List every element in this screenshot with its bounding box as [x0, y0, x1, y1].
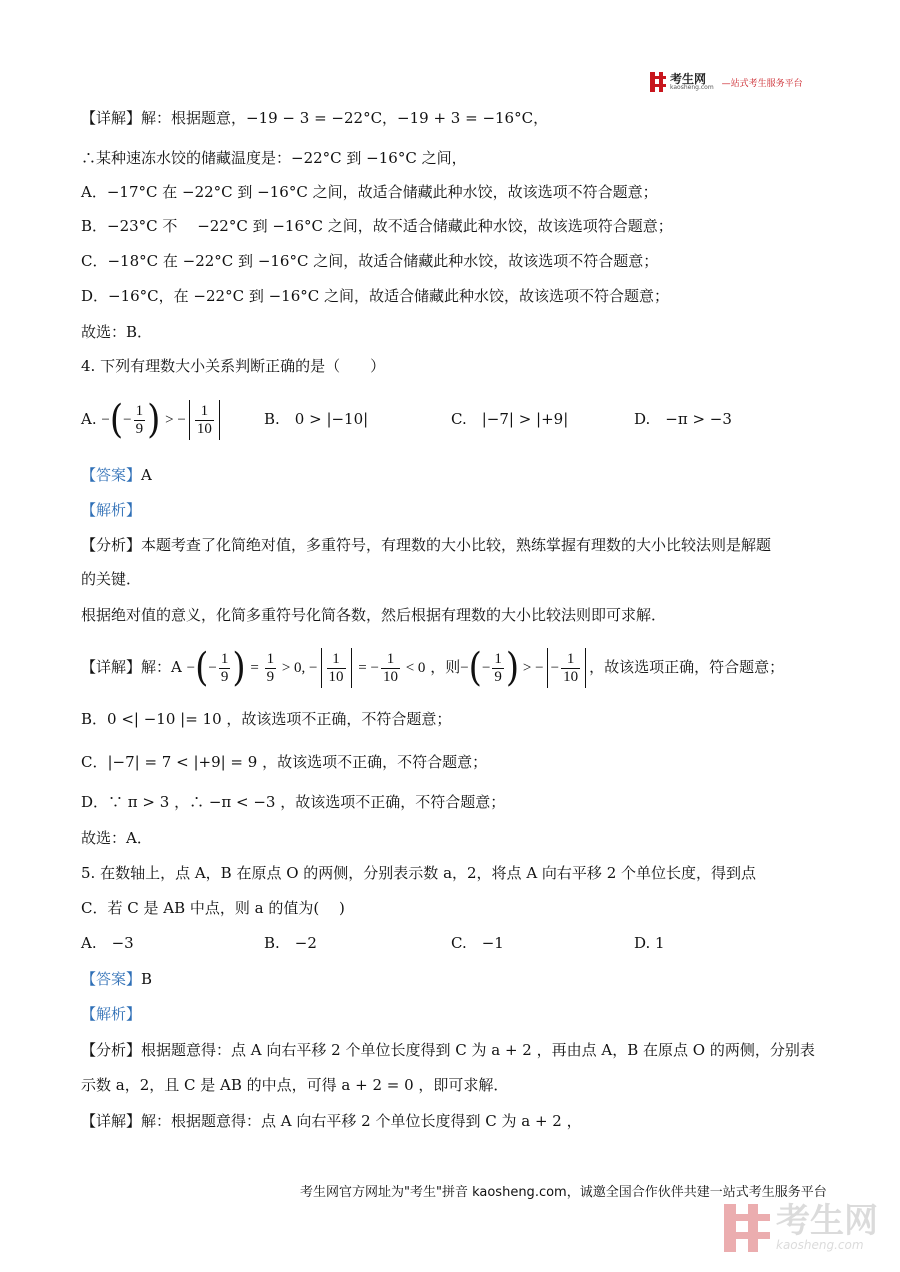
- answer-tag: 【答案】: [81, 970, 142, 988]
- answer-value: A: [141, 466, 152, 484]
- header-logo: [650, 72, 803, 92]
- watermark-logo-icon: [724, 1204, 770, 1252]
- q4-detail-b: B．0 <| −10 |= 10 ，故该选项不正确，不符合题意；: [81, 710, 452, 728]
- page-footer: 考生网官方网址为"考生"拼音 kaosheng.com，诚邀全国合作伙伴共建一站式考生服务平台: [300, 1185, 827, 1200]
- q4-option-b: B. 0 > |−10|: [264, 410, 369, 428]
- q5-option-d: D. 1: [634, 934, 665, 952]
- q3-option-d: D．−16°C，在 −22°C 到 −16°C 之间，故适合储藏此种水饺，故该选项不符合题意；: [81, 287, 669, 305]
- watermark-name: 考生网: [776, 1201, 878, 1241]
- watermark: [724, 1201, 878, 1252]
- q4-option-a: A. −(− $\frac{1}{9}$ ) > − $\frac{1}{10}$: [81, 392, 223, 447]
- q5-option-a: A. −3: [81, 934, 134, 952]
- q4-detail-d: D．∵ π > 3 ，∴ −π < −3 ，故该选项不正确，不符合题意；: [81, 793, 506, 811]
- q5-option-b: B. −2: [264, 934, 317, 952]
- q5-analysis-tag: 【解析】: [81, 1005, 142, 1023]
- q4-stem: 4. 下列有理数大小关系判断正确的是（ ）: [81, 357, 386, 375]
- q5-analysis-line2: 示数 a，2，且 C 是 AB 的中点，可得 a + 2 = 0 ，即可求解．: [81, 1076, 509, 1094]
- answer-tag: 【答案】: [81, 466, 142, 484]
- q4-analysis-line3: 根据绝对值的意义，化简多重符号化简各数，然后根据有理数的大小比较法则即可求解．: [81, 606, 667, 624]
- q3-option-b: B．−23°C 不 −22°C 到 −16°C 之间，故不适合储藏此种水饺，故该选项符合题意；: [81, 217, 673, 235]
- q3-detail-line1: 【详解】解：根据题意，−19 − 3 = −22°C，−19 + 3 = −16°C，: [81, 109, 549, 127]
- q4-option-c: C. |−7| > |+9|: [451, 410, 569, 428]
- logo-domain: kaosheng.com: [670, 84, 714, 91]
- logo-icon: [650, 72, 666, 92]
- q4-option-a-label: A.: [81, 410, 97, 428]
- q5-answer: [81, 969, 152, 989]
- q4-detail-a: 【详解】解：A −(− $\frac{1}{9}$ ) = $\frac{1}{9}$ > 0, − $\frac{1}{10}$ = − $\frac{1}{10}$ < 0 ，则−(− $\frac{1}{9}$ ) > − − $\frac{1}{10}$ ，故该选项正确，符合题意；: [81, 645, 785, 691]
- q5-option-c: C. −1: [451, 934, 504, 952]
- header-slogan: —站式考生服务平台: [721, 78, 803, 89]
- q5-stem-line1: 5. 在数轴上，点 A，B 在原点 O 的两侧，分别表示数 a，2，将点 A 向右平移 2 个单位长度，得到点: [81, 864, 757, 882]
- q5-stem-line2: C．若 C 是 AB 中点，则 a 的值为( ): [81, 899, 345, 917]
- q4-analysis-line2: 的关键．: [81, 570, 142, 588]
- q4-choose: 故选：A．: [81, 829, 152, 847]
- q3-option-c: C．−18°C 在 −22°C 到 −16°C 之间，故适合储藏此种水饺，故该选项不符合题意；: [81, 252, 659, 270]
- q4-option-d: D. −π > −3: [634, 410, 732, 428]
- q4-detail-suffix: ，故该选项正确，符合题意；: [589, 658, 785, 676]
- q4-analysis-line1: 【分析】本题考查了化简绝对值，多重符号，有理数的大小比较，熟练掌握有理数的大小比较法则是解题: [81, 536, 772, 554]
- logo-name: 考生网: [670, 72, 707, 86]
- q4-detail-prefix: 【详解】解：A: [81, 658, 182, 676]
- q5-detail-line1: 【详解】解：根据题意得：点 A 向右平移 2 个单位长度得到 C 为 a + 2 ，: [81, 1112, 582, 1130]
- answer-value: B: [141, 970, 153, 988]
- q5-analysis-line1: 【分析】根据题意得：点 A 向右平移 2 个单位长度得到 C 为 a + 2 ，再由点 A，B 在原点 O 的两侧，分别表: [81, 1041, 815, 1059]
- q3-choose: 故选：B．: [81, 323, 153, 341]
- watermark-domain: kaosheng.com: [776, 1238, 864, 1252]
- q4-detail-c: C．|−7| = 7 < |+9| = 9 ，故该选项不正确，不符合题意；: [81, 753, 488, 771]
- q3-option-a: A．−17°C 在 −22°C 到 −16°C 之间，故适合储藏此种水饺，故该选项不符合题意；: [81, 183, 658, 201]
- q4-analysis-tag: 【解析】: [81, 501, 142, 519]
- q4-answer: [81, 465, 152, 485]
- q3-detail-line2: ∴某种速冻水饺的储藏温度是：−22°C 到 −16°C 之间，: [81, 149, 467, 167]
